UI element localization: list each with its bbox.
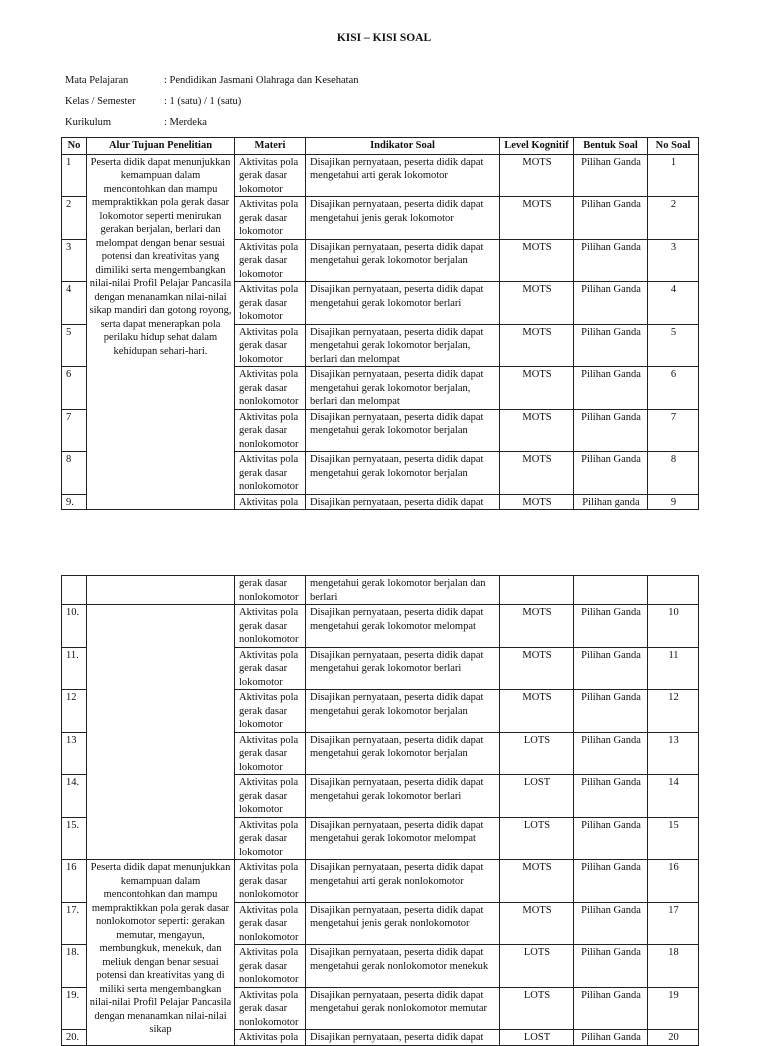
- row-bentuk: Pilihan Ganda: [574, 154, 648, 197]
- row-indikator: Disajikan pernyataan, peserta didik dapat: [306, 1030, 500, 1046]
- row-no: 16: [62, 860, 87, 903]
- row-level: MOTS: [500, 494, 574, 510]
- row-materi: Aktivitas pola gerak dasar lokomotor: [235, 647, 306, 690]
- row-materi: Aktivitas pola gerak dasar lokomotor: [235, 817, 306, 860]
- row-bentuk: Pilihan Ganda: [574, 945, 648, 988]
- row-indikator: Disajikan pernyataan, peserta didik dapat mengetahui jenis gerak nonlokomotor: [306, 902, 500, 945]
- meta-value: : Merdeka: [164, 117, 207, 128]
- row-indikator: Disajikan pernyataan, peserta didik dapat mengetahui gerak lokomotor berlari: [306, 282, 500, 325]
- row-nosoal: 17: [648, 902, 699, 945]
- row-bentuk: Pilihan Ganda: [574, 775, 648, 818]
- row-nosoal: [648, 576, 699, 605]
- meta-label: Kurikulum: [65, 117, 112, 128]
- alur-tujuan-cell: [87, 605, 235, 860]
- row-no: 3: [62, 239, 87, 282]
- row-materi: gerak dasar nonlokomotor: [235, 576, 306, 605]
- row-level: LOST: [500, 775, 574, 818]
- row-indikator: Disajikan pernyataan, peserta didik dapat mengetahui gerak lokomotor berjalan: [306, 452, 500, 495]
- row-no: 1: [62, 154, 87, 197]
- row-level: MOTS: [500, 690, 574, 733]
- row-indikator: Disajikan pernyataan, peserta didik dapat mengetahui jenis gerak lokomotor: [306, 197, 500, 240]
- row-bentuk: Pilihan Ganda: [574, 902, 648, 945]
- row-nosoal: 6: [648, 367, 699, 410]
- row-nosoal: 1: [648, 154, 699, 197]
- row-materi: Aktivitas pola gerak dasar nonlokomotor: [235, 860, 306, 903]
- row-materi: Aktivitas pola gerak dasar nonlokomotor: [235, 902, 306, 945]
- row-no: 13: [62, 732, 87, 775]
- meta-row-subject: [65, 74, 665, 95]
- row-bentuk: Pilihan Ganda: [574, 452, 648, 495]
- row-level: MOTS: [500, 154, 574, 197]
- table-header-row: [62, 138, 699, 155]
- row-level: LOTS: [500, 817, 574, 860]
- row-no: [62, 576, 87, 605]
- row-indikator: Disajikan pernyataan, peserta didik dapat mengetahui gerak lokomotor berjalan: [306, 732, 500, 775]
- header-bentuk: Bentuk Soal: [574, 138, 648, 155]
- row-materi: Aktivitas pola gerak dasar lokomotor: [235, 282, 306, 325]
- header-level: Level Kognitif: [500, 138, 574, 155]
- row-nosoal: 7: [648, 409, 699, 452]
- row-nosoal: 8: [648, 452, 699, 495]
- header-nosoal: No Soal: [648, 138, 699, 155]
- row-no: 11.: [62, 647, 87, 690]
- row-no: 9.: [62, 494, 87, 510]
- row-level: LOTS: [500, 945, 574, 988]
- meta-value: : Pendidikan Jasmani Olahraga dan Kesehatan: [164, 75, 359, 86]
- alur-tujuan-cell: [87, 576, 235, 605]
- row-nosoal: 19: [648, 987, 699, 1030]
- row-materi: Aktivitas pola: [235, 1030, 306, 1046]
- row-materi: Aktivitas pola gerak dasar nonlokomotor: [235, 452, 306, 495]
- meta-label: Kelas / Semester: [65, 96, 136, 107]
- row-no: 12: [62, 690, 87, 733]
- row-indikator: Disajikan pernyataan, peserta didik dapat mengetahui arti gerak lokomotor: [306, 154, 500, 197]
- row-indikator: Disajikan pernyataan, peserta didik dapat mengetahui gerak nonlokomotor memutar: [306, 987, 500, 1030]
- header-materi: Materi: [235, 138, 306, 155]
- row-bentuk: Pilihan Ganda: [574, 987, 648, 1030]
- row-indikator: Disajikan pernyataan, peserta didik dapat: [306, 494, 500, 510]
- row-bentuk: [574, 576, 648, 605]
- row-bentuk: Pilihan Ganda: [574, 409, 648, 452]
- row-nosoal: 12: [648, 690, 699, 733]
- row-materi: Aktivitas pola gerak dasar lokomotor: [235, 775, 306, 818]
- row-level: MOTS: [500, 197, 574, 240]
- row-nosoal: 18: [648, 945, 699, 988]
- row-bentuk: Pilihan Ganda: [574, 817, 648, 860]
- row-indikator: Disajikan pernyataan, peserta didik dapat mengetahui gerak lokomotor berlari: [306, 647, 500, 690]
- row-nosoal: 14: [648, 775, 699, 818]
- row-nosoal: 10: [648, 605, 699, 648]
- row-materi: Aktivitas pola gerak dasar lokomotor: [235, 239, 306, 282]
- header-alur: Alur Tujuan Penelitian: [87, 138, 235, 155]
- row-indikator: Disajikan pernyataan, peserta didik dapat mengetahui gerak lokomotor berjalan, berlari dan melompat: [306, 367, 500, 410]
- row-nosoal: 4: [648, 282, 699, 325]
- row-materi: Aktivitas pola gerak dasar lokomotor: [235, 732, 306, 775]
- row-nosoal: 13: [648, 732, 699, 775]
- alur-tujuan-cell: Peserta didik dapat menunjukkan kemampuan dalam mencontohkan dan mampu mempraktikkan pola gerak dasar nonlokomotor seperti: gerakan memutar, mengayun, membungkuk, menekuk, dan meliuk dengan benar sesuai potensi dan kreativitas yang di miliki serta mengembangkan nilai-nilai Profil Pelajar Pancasila dengan menanamkan nilai-nilai sikap: [87, 860, 235, 1046]
- row-level: MOTS: [500, 282, 574, 325]
- row-materi: Aktivitas pola gerak dasar lokomotor: [235, 690, 306, 733]
- row-indikator: Disajikan pernyataan, peserta didik dapat mengetahui gerak lokomotor berjalan: [306, 239, 500, 282]
- row-bentuk: Pilihan Ganda: [574, 367, 648, 410]
- row-level: LOTS: [500, 732, 574, 775]
- row-bentuk: Pilihan Ganda: [574, 860, 648, 903]
- meta-value: : 1 (satu) / 1 (satu): [164, 96, 242, 107]
- row-bentuk: Pilihan Ganda: [574, 732, 648, 775]
- row-nosoal: 20: [648, 1030, 699, 1046]
- row-no: 7: [62, 409, 87, 452]
- row-materi: Aktivitas pola gerak dasar nonlokomotor: [235, 605, 306, 648]
- row-indikator: Disajikan pernyataan, peserta didik dapat mengetahui gerak lokomotor berjalan: [306, 409, 500, 452]
- row-no: 2: [62, 197, 87, 240]
- row-level: MOTS: [500, 409, 574, 452]
- table-row: [62, 576, 699, 605]
- row-bentuk: Pilihan Ganda: [574, 324, 648, 367]
- row-no: 6: [62, 367, 87, 410]
- document-meta: [65, 74, 665, 137]
- meta-row-class: [65, 95, 665, 116]
- row-bentuk: Pilihan ganda: [574, 494, 648, 510]
- row-nosoal: 2: [648, 197, 699, 240]
- row-no: 4: [62, 282, 87, 325]
- row-materi: Aktivitas pola gerak dasar nonlokomotor: [235, 409, 306, 452]
- row-level: LOST: [500, 1030, 574, 1046]
- meta-row-curriculum: [65, 116, 665, 137]
- row-level: MOTS: [500, 860, 574, 903]
- row-no: 17.: [62, 902, 87, 945]
- row-bentuk: Pilihan Ganda: [574, 197, 648, 240]
- row-level: MOTS: [500, 605, 574, 648]
- row-materi: Aktivitas pola gerak dasar nonlokomotor: [235, 987, 306, 1030]
- row-nosoal: 9: [648, 494, 699, 510]
- row-indikator: mengetahui gerak lokomotor berjalan dan berlari: [306, 576, 500, 605]
- row-indikator: Disajikan pernyataan, peserta didik dapat mengetahui gerak lokomotor melompat: [306, 817, 500, 860]
- row-nosoal: 5: [648, 324, 699, 367]
- row-bentuk: Pilihan Ganda: [574, 1030, 648, 1046]
- row-nosoal: 11: [648, 647, 699, 690]
- row-bentuk: Pilihan Ganda: [574, 647, 648, 690]
- kisi-table-page-2: [61, 575, 699, 1046]
- row-indikator: Disajikan pernyataan, peserta didik dapat mengetahui gerak lokomotor melompat: [306, 605, 500, 648]
- row-bentuk: Pilihan Ganda: [574, 690, 648, 733]
- row-no: 19.: [62, 987, 87, 1030]
- row-indikator: Disajikan pernyataan, peserta didik dapat mengetahui arti gerak nonlokomotor: [306, 860, 500, 903]
- table-row: [62, 154, 699, 197]
- row-indikator: Disajikan pernyataan, peserta didik dapat mengetahui gerak nonlokomotor menekuk: [306, 945, 500, 988]
- meta-label: Mata Pelajaran: [65, 75, 129, 86]
- row-materi: Aktivitas pola gerak dasar lokomotor: [235, 197, 306, 240]
- row-no: 18.: [62, 945, 87, 988]
- row-bentuk: Pilihan Ganda: [574, 605, 648, 648]
- row-materi: Aktivitas pola gerak dasar nonlokomotor: [235, 945, 306, 988]
- row-level: MOTS: [500, 647, 574, 690]
- table-row: [62, 605, 699, 648]
- row-indikator: Disajikan pernyataan, peserta didik dapat mengetahui gerak lokomotor berjalan, berlari dan melompat: [306, 324, 500, 367]
- row-bentuk: Pilihan Ganda: [574, 282, 648, 325]
- row-materi: Aktivitas pola gerak dasar nonlokomotor: [235, 367, 306, 410]
- row-level: MOTS: [500, 902, 574, 945]
- header-no: No: [62, 138, 87, 155]
- row-level: MOTS: [500, 452, 574, 495]
- row-level: MOTS: [500, 239, 574, 282]
- row-level: LOTS: [500, 987, 574, 1030]
- row-nosoal: 3: [648, 239, 699, 282]
- alur-tujuan-cell: Peserta didik dapat menunjukkan kemampuan dalam mencontohkan dan mampu mempraktikkan pola gerak dasar lokomotor seperti menirukan gerakan berjalan, berlari dan melompat dengan benar sesuai potensi dan kreativitas yang dimiliki serta mengembangkan nilai-nilai Profil Pelajar Pancasila dengan menanamkan nilai-nilai sikap mandiri dan gotong royong, serta dapat menerapkan pola perilaku hidup sehat dalam kehidupan sehari-hari.: [87, 154, 235, 510]
- row-indikator: Disajikan pernyataan, peserta didik dapat mengetahui gerak lokomotor berjalan: [306, 690, 500, 733]
- row-level: [500, 576, 574, 605]
- header-indikator: Indikator Soal: [306, 138, 500, 155]
- row-no: 20.: [62, 1030, 87, 1046]
- row-nosoal: 16: [648, 860, 699, 903]
- row-indikator: Disajikan pernyataan, peserta didik dapat mengetahui gerak lokomotor berlari: [306, 775, 500, 818]
- row-no: 14.: [62, 775, 87, 818]
- table-row: [62, 860, 699, 903]
- row-no: 8: [62, 452, 87, 495]
- kisi-table-page-1: [61, 137, 699, 510]
- row-no: 15.: [62, 817, 87, 860]
- row-nosoal: 15: [648, 817, 699, 860]
- row-materi: Aktivitas pola: [235, 494, 306, 510]
- row-bentuk: Pilihan Ganda: [574, 239, 648, 282]
- row-materi: Aktivitas pola gerak dasar lokomotor: [235, 154, 306, 197]
- row-level: MOTS: [500, 367, 574, 410]
- row-materi: Aktivitas pola gerak dasar lokomotor: [235, 324, 306, 367]
- row-level: MOTS: [500, 324, 574, 367]
- document-title: KISI – KISI SOAL: [336, 32, 432, 44]
- row-no: 10.: [62, 605, 87, 648]
- row-no: 5: [62, 324, 87, 367]
